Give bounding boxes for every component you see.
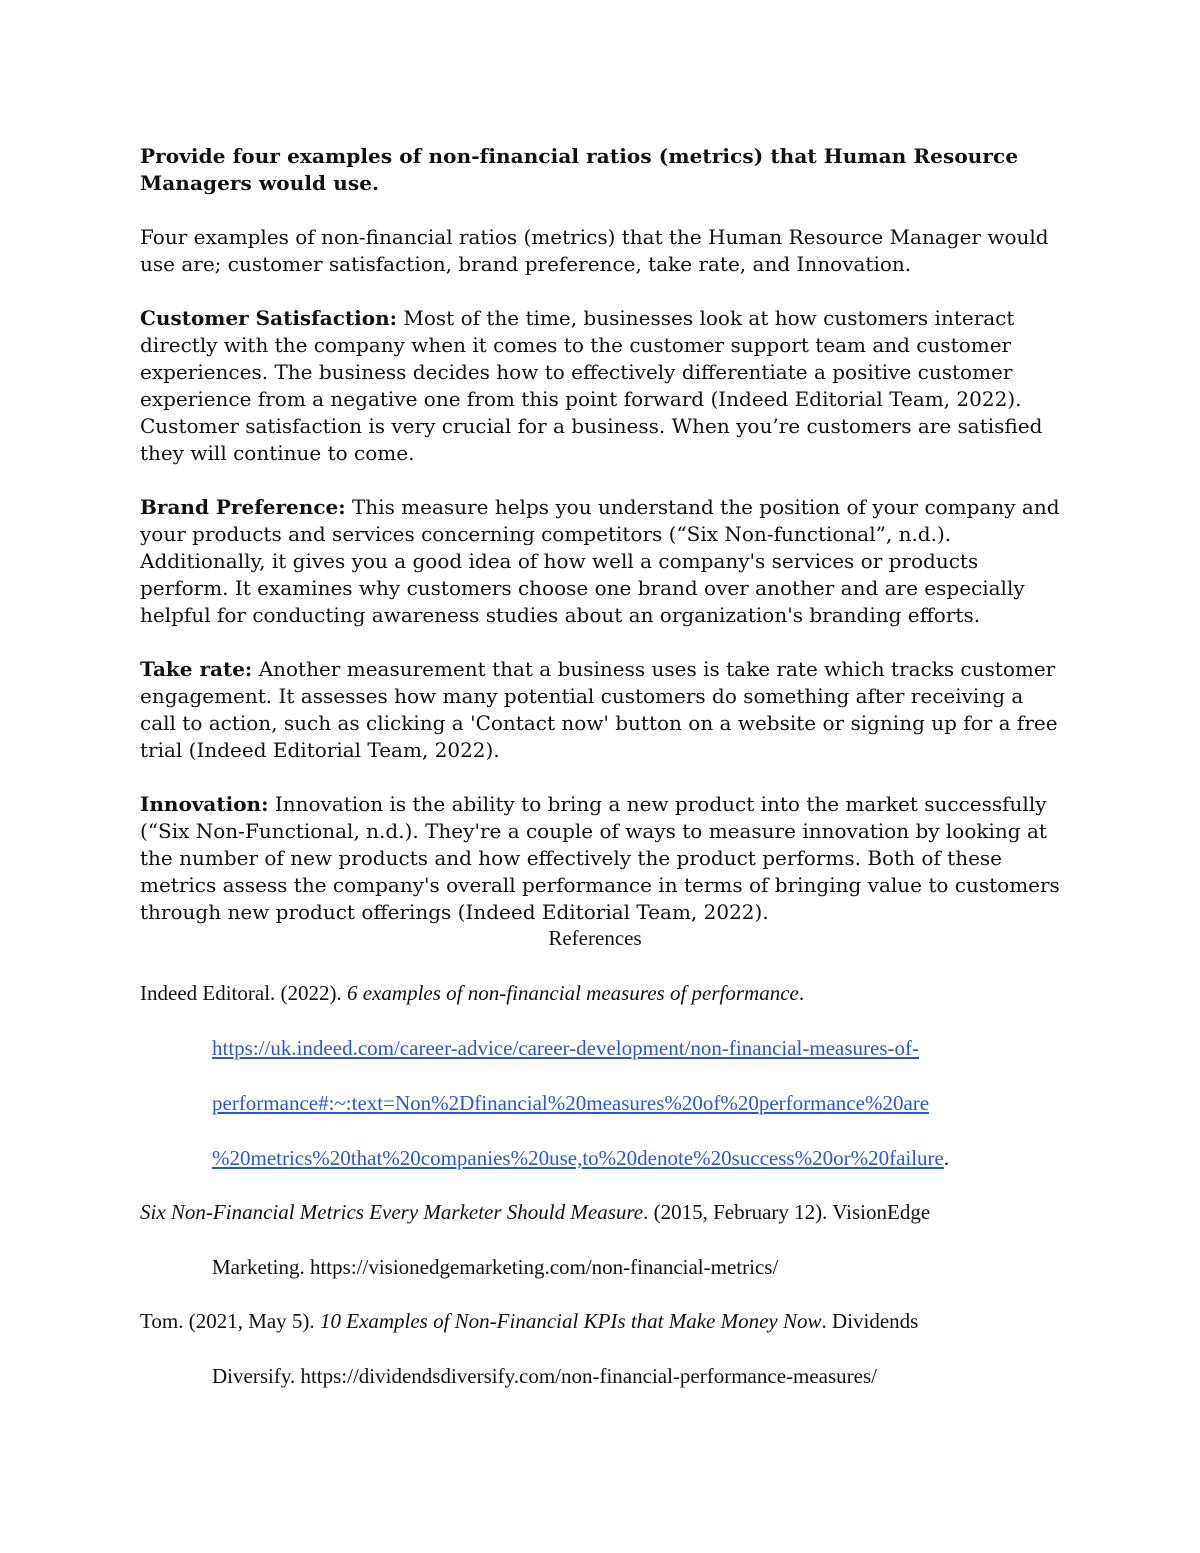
reference-line (140, 1145, 1070, 1172)
section-body: Innovation is the ability to bring a new product into the market successfully (“Six Non-Functional, n.d.). They're a couple of ways to measure innovation by looking at the number of new products and how effectively the product performs. Both of these metrics assess the company's overall performance in terms of bringing value to customers through new product offerings (Indeed Editorial Team, 2022). (140, 792, 1060, 924)
section-customer-satisfaction (140, 305, 1060, 467)
references-heading: References (548, 926, 642, 950)
section-heading: Take rate: (140, 657, 253, 681)
reference-url-line-3[interactable]: %20metrics%20that%20companies%20use,to%20denote%20success%20or%20failure (212, 1146, 944, 1170)
reference-details: . Dividends (821, 1309, 919, 1333)
question-heading: Provide four examples of non-financial ratios (metrics) that Human Resource Managers would use. (140, 144, 1019, 195)
reference-url-line-1[interactable]: https://uk.indeed.com/career-advice/career-development/non-financial-measures-of- (212, 1036, 919, 1060)
reference-dividends (140, 1308, 1070, 1390)
references-section (140, 925, 1070, 1417)
reference-title: Six Non-Financial Metrics Every Marketer Should Measure (140, 1200, 644, 1224)
section-innovation (140, 791, 1060, 926)
reference-line: Diversify. https://dividendsdiversify.com/non-financial-performance-measures/ (212, 1364, 877, 1388)
reference-visionedge (140, 1199, 1070, 1281)
reference-line: Marketing. https://visionedgemarketing.com/non-financial-metrics/ (212, 1255, 779, 1279)
reference-details: . (2015, February 12). VisionEdge (643, 1200, 931, 1224)
reference-line (140, 1090, 1070, 1117)
reference-line (140, 1199, 1070, 1226)
intro-paragraph: Four examples of non-financial ratios (metrics) that the Human Resource Manager would use are; customer satisfaction, brand preference, take rate, and Innovation. (140, 225, 1049, 276)
reference-title: 10 Examples of Non-Financial KPIs that Make Money Now (319, 1309, 822, 1333)
reference-line (140, 1308, 1070, 1335)
reference-author: Tom. (2021, May 5). (140, 1309, 320, 1333)
document-body (140, 143, 1060, 953)
reference-line (140, 980, 1070, 1007)
section-brand-preference (140, 494, 1060, 629)
section-heading: Customer Satisfaction: (140, 306, 398, 330)
section-body: Another measurement that a business uses is take rate which tracks customer engagement. It assesses how many potential customers do something after receiving a call to action, such as clicking a 'Contact now' button on a website or signing up for a free trial (Indeed Editorial Team, 2022). (140, 657, 1058, 762)
section-heading: Innovation: (140, 792, 269, 816)
reference-url-line-2[interactable]: performance#:~:text=Non%2Dfinancial%20measures%20of%20performance%20are (212, 1091, 930, 1115)
section-body: Most of the time, businesses look at how customers interact directly with the company when it comes to the customer support team and customer experiences. The business decides how to effectively differentiate a positive customer experience from a negative one from this point forward (Indeed Editorial Team, 2022). Customer satisfaction is very crucial for a business. When you’re customers are satisfied they will continue to come. (140, 306, 1043, 465)
reference-title: 6 examples of non-financial measures of performance (347, 981, 799, 1005)
reference-indeed (140, 980, 1070, 1172)
reference-author: Indeed Editoral. (2022). (140, 981, 348, 1005)
reference-line (140, 1035, 1070, 1062)
section-body: This measure helps you understand the position of your company and your products and services concerning competitors (“Six Non-functional”, n.d.). Additionally, it gives you a good idea of how well a company's services or products perform. It examines why customers choose one brand over another and are especially helpful for conducting awareness studies about an organization's branding efforts. (140, 495, 1060, 627)
reference-punct: . (943, 1146, 950, 1170)
section-heading: Brand Preference: (140, 495, 346, 519)
reference-punct: . (798, 981, 805, 1005)
section-take-rate (140, 656, 1060, 764)
